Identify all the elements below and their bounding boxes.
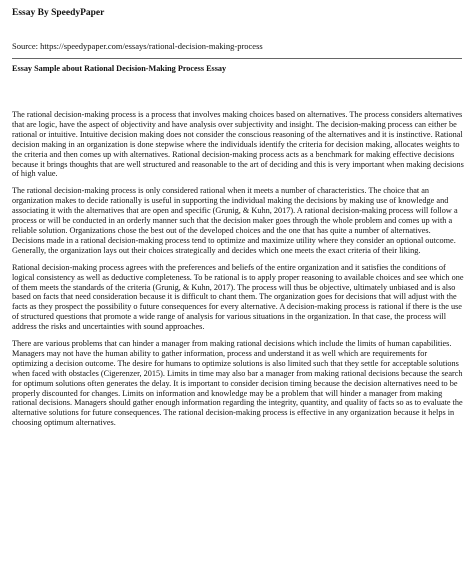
paragraph-2: The rational decision-making process is only considered rational when it meets a number of characteristics. The choice that an organization makes to decide rationally is useful in supporting the individual making the decisions by making use of knowledge and associating it with the alternatives that are open and specific (Grunig, & Kuhn, 2017). A rational decision-making process will follow a process or will be conducted in an orderly manner such that the decision maker goes through the whole problem and comes up with a reliable solution. Organizations chose the best out of the developed choices and the one that has quite a number of alternatives. Decisions made in a rational decision-making process tend to optimize and maximize utility where they consider an optional outcome. Generally, the organization lays out their choices strategically and decides which one meets the exact criteria of their liking. — [12, 186, 458, 255]
source-line: Source: https://speedypaper.com/essays/rational-decision-making-process — [12, 41, 263, 51]
site-title: Essay By SpeedyPaper — [12, 8, 105, 18]
paragraph-3: Rational decision-making process agrees with the preferences and beliefs of the entire organization and it satisfies the conditions of logical consistency as well as deductive completeness. To be rational is to apply proper reasoning to available choices and see which one of them meets the standards of the criteria (Grunig, & Kuhn, 2017). The process will thus be objective, ultimately unbiased and is also based on facts that need consideration because it is difficult to chant them. The organization goes for decisions that will adjust with the facts as they prospect the possibility o future consequences for every alternative. A decision-making process is rational if there is the use of structured questions that promote a wide range of analysis for various situations in the organization. In that case, the process will address the risks and uncertainties with sound approaches. — [12, 262, 464, 332]
paragraph-4: There are various problems that can hinder a manager from making rational decisions which include the limits of human capabilities. Managers may not have the human ability to gather information, process and understand it as well which are requirements for optimizing a decision outcome. The desire for humans to optimize solutions is also limited such that they settle for acceptable solutions when faced with obstacles (Cigerenzer, 2015). Limits in time may also bar a manager from making rational decisions because the search for optimum solutions often generates the delay. It is important to consider decision timing because the decision alternatives need to be properly discounted for changes. Limits on information and knowledge may be a problem that will hinder a manager from making rational decisions. Managers should gather enough information regarding the integrity, quantity, and quality of facts so as to evaluate the alternative solutions for future consequences. The rational decision-making process is effective in any organization because it helps in choosing optimum alternatives. — [12, 339, 463, 428]
header-divider — [12, 58, 462, 59]
essay-body — [12, 110, 464, 435]
essay-title: Essay Sample about Rational Decision-Making Process Essay — [12, 64, 227, 73]
paragraph-1: The rational decision-making process is a process that involves making choices based on alternatives. The process considers alternatives that are logic, have the aspect of objectivity and have analysis over subjectivity and insight. The decision-making process can either be rational or intuitive. Intuitive decision making does not consider the conscious reasoning of the alternatives and it is instinctive. Rational decision making in an organization is done stepwise where the individuals identify the criteria for decision making, allocates weights to the criteria and then comes up with alternatives. Rational decision-making process acts as a benchmark for making effective decisions because it brings thoughts that are well structured and reasonable to the art of deciding and this is very important when making decisions of high value. — [12, 110, 464, 179]
